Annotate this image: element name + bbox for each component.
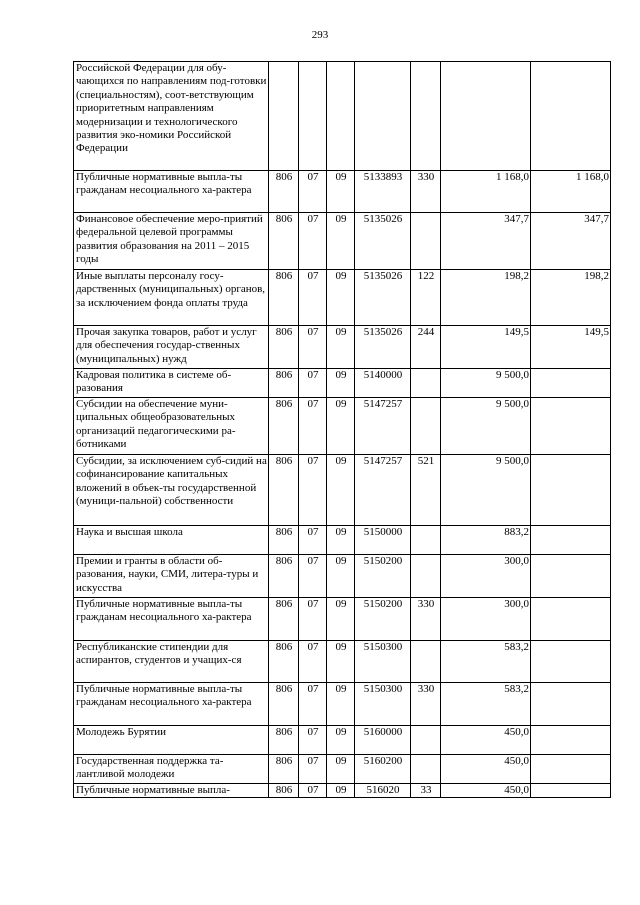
cell-amount: 883,2 (441, 526, 531, 555)
cell-target-article: 5147257 (355, 455, 411, 526)
cell-subsection: 09 (327, 526, 355, 555)
cell-target-article: 5135026 (355, 213, 411, 270)
cell-subsection: 09 (327, 598, 355, 641)
table-row (74, 369, 611, 398)
cell-expense-type (411, 213, 441, 270)
cell-amount: 9 500,0 (441, 369, 531, 398)
cell-amount-2: 347,7 (531, 213, 611, 270)
cell-ministry-code: 806 (269, 726, 299, 755)
cell-subsection: 09 (327, 455, 355, 526)
cell-subsection: 09 (327, 726, 355, 755)
cell-amount: 450,0 (441, 726, 531, 755)
cell-name: Российской Федерации для обу-чающихся по направлениям под-готовки (специальностям), соот-ветствующим приоритетным направлениям модернизации и технологического развития эко-номики Российской Федерации (74, 62, 269, 171)
table-row (74, 683, 611, 726)
cell-expense-type (411, 398, 441, 455)
cell-amount: 9 500,0 (441, 455, 531, 526)
cell-target-article: 5133893 (355, 171, 411, 213)
cell-target-article: 5160200 (355, 755, 411, 784)
cell-target-article: 5150300 (355, 683, 411, 726)
cell-expense-type (411, 726, 441, 755)
cell-amount-2: 198,2 (531, 270, 611, 326)
cell-expense-type (411, 755, 441, 784)
cell-name: Молодежь Бурятии (74, 726, 269, 755)
cell-amount: 583,2 (441, 641, 531, 683)
budget-table (73, 61, 611, 798)
cell-amount-2 (531, 598, 611, 641)
cell-expense-type: 330 (411, 598, 441, 641)
cell-subsection: 09 (327, 398, 355, 455)
cell-section: 07 (299, 369, 327, 398)
cell-ministry-code: 806 (269, 171, 299, 213)
cell-ministry-code: 806 (269, 555, 299, 598)
cell-target-article: 5147257 (355, 398, 411, 455)
cell-expense-type: 244 (411, 326, 441, 369)
cell-amount: 450,0 (441, 784, 531, 798)
cell-subsection: 09 (327, 784, 355, 798)
cell-section: 07 (299, 270, 327, 326)
cell-expense-type (411, 526, 441, 555)
cell-subsection: 09 (327, 683, 355, 726)
cell-expense-type: 521 (411, 455, 441, 526)
cell-expense-type (411, 555, 441, 598)
cell-expense-type (411, 641, 441, 683)
cell-expense-type: 33 (411, 784, 441, 798)
cell-name: Государственная поддержка та-лантливой молодежи (74, 755, 269, 784)
cell-name: Наука и высшая школа (74, 526, 269, 555)
cell-name: Кадровая политика в системе об-разования (74, 369, 269, 398)
cell-expense-type: 122 (411, 270, 441, 326)
cell-name: Республиканские стипендии для аспирантов, студентов и учащих-ся (74, 641, 269, 683)
cell-ministry-code: 806 (269, 683, 299, 726)
cell-ministry-code: 806 (269, 369, 299, 398)
cell-amount-2 (531, 455, 611, 526)
cell-amount-2 (531, 755, 611, 784)
table-row (74, 555, 611, 598)
cell-target-article: 5160000 (355, 726, 411, 755)
cell-section: 07 (299, 398, 327, 455)
cell-section: 07 (299, 726, 327, 755)
page-number: 293 (311, 29, 329, 41)
cell-subsection (327, 62, 355, 171)
cell-expense-type: 330 (411, 171, 441, 213)
cell-expense-type (411, 369, 441, 398)
cell-ministry-code: 806 (269, 755, 299, 784)
cell-ministry-code: 806 (269, 526, 299, 555)
cell-subsection: 09 (327, 270, 355, 326)
cell-ministry-code: 806 (269, 784, 299, 798)
cell-amount-2 (531, 683, 611, 726)
cell-name: Финансовое обеспечение меро-приятий федеральной целевой программы развития образования на 2011 – 2015 годы (74, 213, 269, 270)
cell-amount-2: 149,5 (531, 326, 611, 369)
cell-amount: 450,0 (441, 755, 531, 784)
cell-section: 07 (299, 326, 327, 369)
cell-ministry-code: 806 (269, 455, 299, 526)
table-row (74, 398, 611, 455)
cell-amount: 149,5 (441, 326, 531, 369)
cell-target-article: 5135026 (355, 326, 411, 369)
cell-amount (441, 62, 531, 171)
cell-subsection: 09 (327, 326, 355, 369)
cell-target-article: 5150000 (355, 526, 411, 555)
cell-section: 07 (299, 526, 327, 555)
table-row (74, 171, 611, 213)
cell-expense-type: 330 (411, 683, 441, 726)
cell-amount: 583,2 (441, 683, 531, 726)
cell-ministry-code: 806 (269, 598, 299, 641)
cell-amount: 198,2 (441, 270, 531, 326)
cell-section: 07 (299, 213, 327, 270)
cell-subsection: 09 (327, 171, 355, 213)
cell-name: Прочая закупка товаров, работ и услуг для обеспечения государ-ственных (муниципальных) нужд (74, 326, 269, 369)
cell-name: Премии и гранты в области об-разования, науки, СМИ, литера-туры и искусства (74, 555, 269, 598)
cell-amount: 300,0 (441, 598, 531, 641)
cell-amount-2 (531, 555, 611, 598)
cell-name: Публичные нормативные выпла-ты гражданам несоциального ха-рактера (74, 598, 269, 641)
cell-section: 07 (299, 555, 327, 598)
cell-subsection: 09 (327, 555, 355, 598)
cell-name: Публичные нормативные выпла- (74, 784, 269, 798)
cell-target-article: 5150300 (355, 641, 411, 683)
cell-ministry-code: 806 (269, 270, 299, 326)
cell-ministry-code: 806 (269, 398, 299, 455)
cell-section: 07 (299, 455, 327, 526)
cell-amount-2 (531, 726, 611, 755)
cell-section: 07 (299, 683, 327, 726)
table-row (74, 326, 611, 369)
cell-section: 07 (299, 784, 327, 798)
cell-section: 07 (299, 755, 327, 784)
cell-amount: 9 500,0 (441, 398, 531, 455)
cell-name: Иные выплаты персоналу госу-дарственных (муниципальных) органов, за исключением фонда оплаты труда (74, 270, 269, 326)
cell-name: Публичные нормативные выпла-ты гражданам несоциального ха-рактера (74, 683, 269, 726)
cell-amount-2 (531, 526, 611, 555)
cell-target-article (355, 62, 411, 171)
cell-section (299, 62, 327, 171)
table-row (74, 641, 611, 683)
cell-ministry-code: 806 (269, 641, 299, 683)
cell-subsection: 09 (327, 755, 355, 784)
cell-section: 07 (299, 171, 327, 213)
table-body (74, 62, 611, 798)
cell-name: Субсидии на обеспечение муни-ципальных общеобразовательных организаций педагогическими ра-ботниками (74, 398, 269, 455)
cell-name: Публичные нормативные выпла-ты гражданам несоциального ха-рактера (74, 171, 269, 213)
cell-ministry-code: 806 (269, 213, 299, 270)
cell-amount: 300,0 (441, 555, 531, 598)
cell-subsection: 09 (327, 369, 355, 398)
cell-amount-2 (531, 641, 611, 683)
cell-section: 07 (299, 641, 327, 683)
cell-target-article: 516020 (355, 784, 411, 798)
cell-amount: 1 168,0 (441, 171, 531, 213)
cell-name: Субсидии, за исключением суб-сидий на софинансирование капитальных вложений в объек-ты государственной (муници-пальной) собственности (74, 455, 269, 526)
table-row (74, 62, 611, 171)
cell-amount-2: 1 168,0 (531, 171, 611, 213)
table-row (74, 784, 611, 798)
cell-amount-2 (531, 369, 611, 398)
cell-expense-type (411, 62, 441, 171)
table-row (74, 598, 611, 641)
cell-subsection: 09 (327, 213, 355, 270)
table-row (74, 755, 611, 784)
table-row (74, 455, 611, 526)
cell-amount-2 (531, 398, 611, 455)
table-row (74, 726, 611, 755)
cell-amount-2 (531, 62, 611, 171)
cell-target-article: 5135026 (355, 270, 411, 326)
cell-target-article: 5140000 (355, 369, 411, 398)
cell-section: 07 (299, 598, 327, 641)
cell-target-article: 5150200 (355, 598, 411, 641)
cell-target-article: 5150200 (355, 555, 411, 598)
table-row (74, 213, 611, 270)
cell-ministry-code: 806 (269, 326, 299, 369)
cell-subsection: 09 (327, 641, 355, 683)
table-row (74, 526, 611, 555)
cell-amount: 347,7 (441, 213, 531, 270)
cell-amount-2 (531, 784, 611, 798)
table-row (74, 270, 611, 326)
cell-ministry-code (269, 62, 299, 171)
